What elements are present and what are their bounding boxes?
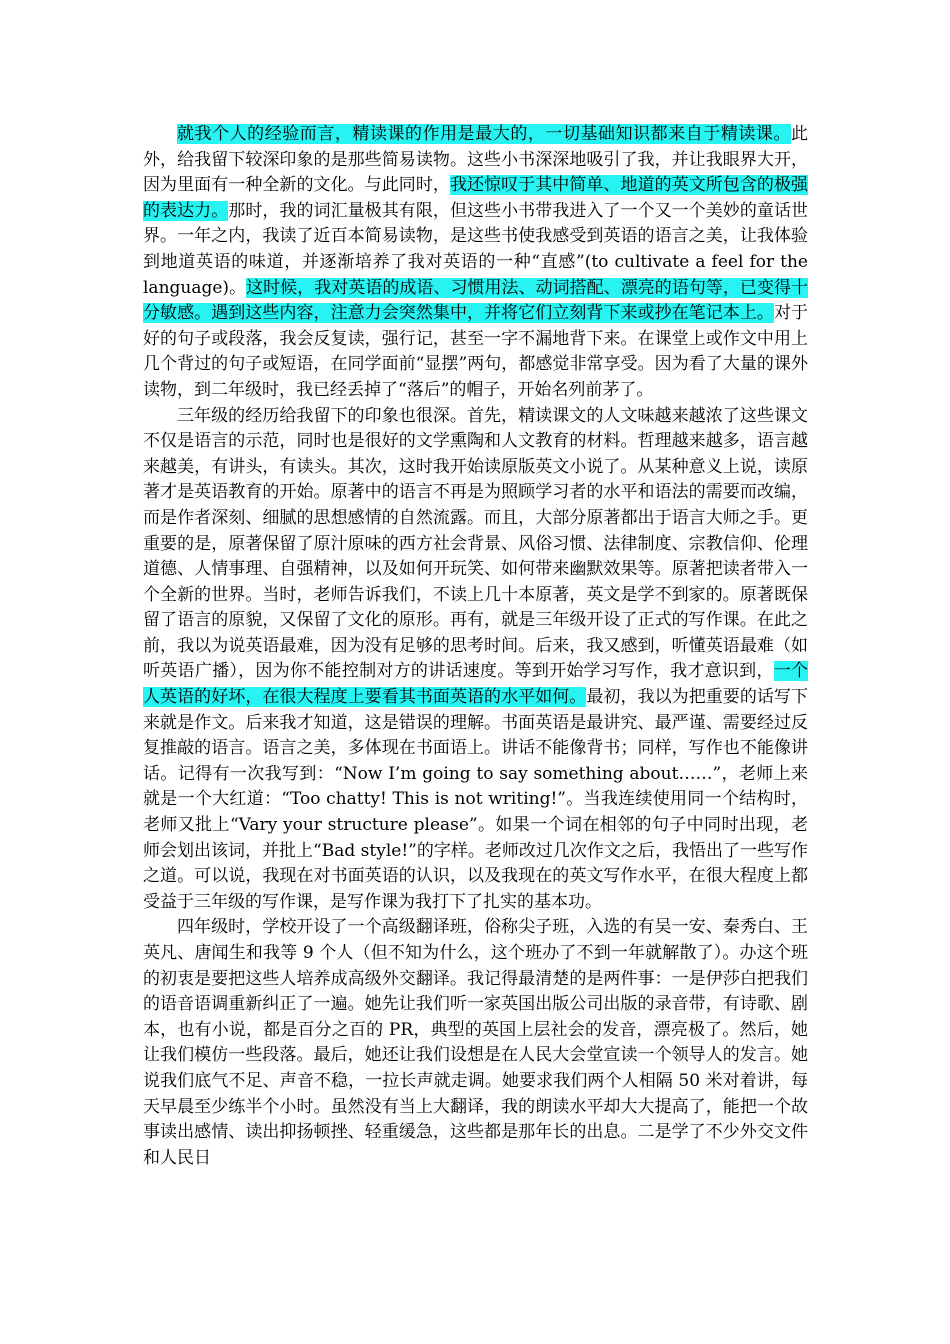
body-text: 最初，我以为把重要的话写下来就是作文。后来我才知道，这是错误的理解。书面英语是最讲究、最严谨、需要经过反复推敲的语言。语言之美，多体现在书面语上。讲话不能像背书；同样，写作也不能像讲话。记得有一次我写到：“Now I’m going to say something about……”，老师上来就是一个大红道：“Too chatty! This is not writing!”。当我连续使用同一个结构时，老师又批上“Vary your structure please”。如果一个词在相邻的句子中同时出现，老师会划出该词，并批上“Bad style!”的字样。老师改过几次作文之后，我悟出了一些写作之道。可以说，我现在对书面英语的认识，以及我现在的英文写作水平，在很大程度上都受益于三年级的写作课，是写作课为我打下了扎实的基本功。: [143, 687, 809, 912]
document-page: [143, 122, 808, 1171]
body-text: 那时，我的词汇量极其有限，但这些小书带我进入了一个又一个美妙的童话世界。一年之内，我读了近百本简易读物，是这些书使我感受到英语的语言之美，让我体验到地道英语的味道，并逐渐培养了我对英语的一种“直感”(to cultivate a feel for the language)。: [143, 200, 809, 298]
body-text: 四年级时，学校开设了一个高级翻译班，俗称尖子班，入选的有吴一安、秦秀白、王英凡、唐闻生和我等 9 个人（但不知为什么，这个班办了不到一年就解散了）。办这个班的初衷是要把这些人培养成高级外交翻译。我记得最清楚的是两件事：一是伊莎白把我们的语音语调重新纠正了一遍。她先让我们听一家英国出版公司出版的录音带，有诗歌、剧本，也有小说，都是百分之百的 PR，典型的英国上层社会的发音，漂亮极了。然后，她让我们模仿一些段落。最后，她还让我们设想是在人民大会堂宣读一个领导人的发言。她说我们底气不足、声音不稳，一拉长声就走调。她要求我们两个人相隔 50 米对着讲，每天早晨至少练半个小时。虽然没有当上大翻译，我的朗读水平却大大提高了，能把一个故事读出感情、读出抑扬顿挫、轻重缓急，这些都是那年长的出息。二是学了不少外交文件和人民日: [143, 917, 808, 1168]
body-text: 对于好的句子或段落，我会反复读，强行记，甚至一字不漏地背下来。在课堂上或作文中用上几个背过的句子或短语，在同学面前“显摆”两句，都感觉非常享受。因为看了大量的课外读物，到二年级时，我已经丢掉了“落后”的帽子，开始名列前茅了。: [143, 303, 809, 400]
paragraph-2: [143, 404, 808, 916]
highlighted-text: 我还惊叹于其中简单、地道的英文所包含的极强的表达力。: [143, 175, 809, 221]
body-text: 此外，给我留下较深印象的是那些简易读物。这些小书深深地吸引了我，并让我眼界大开，因为里面有一种全新的文化。与此同时，: [143, 124, 808, 196]
highlighted-text: 这时候，我对英语的成语、习惯用法、动词搭配、漂亮的语句等，已变得十分敏感。遇到这些内容，注意力会突然集中，并将它们立刻背下来或抄在笔记本上。: [143, 277, 809, 324]
paragraph-3: [143, 915, 808, 1171]
highlighted-text: 一个人英语的好坏，在很大程度上要看其书面英语的水平如何。: [143, 661, 809, 708]
highlighted-text: 就我个人的经验而言，精读课的作用是最大的，一切基础知识都来自于精读课。: [177, 124, 791, 144]
paragraph-1: [143, 122, 808, 404]
body-text: 三年级的经历给我留下的印象也很深。首先，精读课文的人文味越来越浓了这些课文不仅是语言的示范，同时也是很好的文学熏陶和人文教育的材料。哲理越来越多，语言越来越美，有讲头，有读头。其次，这时我开始读原版英文小说了。从某种意义上说，读原著才是英语教育的开始。原著中的语言不再是为照顾学习者的水平和语法的需要而改编，而是作者深刻、细腻的思想感情的自然流露。而且，大部分原著都出于语言大师之手。更重要的是，原著保留了原汁原味的西方社会背景、风俗习惯、法律制度、宗教信仰、伦理道德、人情事理、自强精神，以及如何开玩笑、如何带来幽默效果等。原著把读者带入一个全新的世界。当时，老师告诉我们，不读上几十本原著，英文是学不到家的。原著既保留了语言的原貌，又保留了文化的原形。再有，就是三年级开设了正式的写作课。在此之前，我以为说英语最难，因为没有足够的思考时间。后来，我又感到，听懂英语最难（如听英语广播），因为你不能控制对方的讲话速度。等到开始学习写作，我才意识到，: [143, 405, 808, 682]
